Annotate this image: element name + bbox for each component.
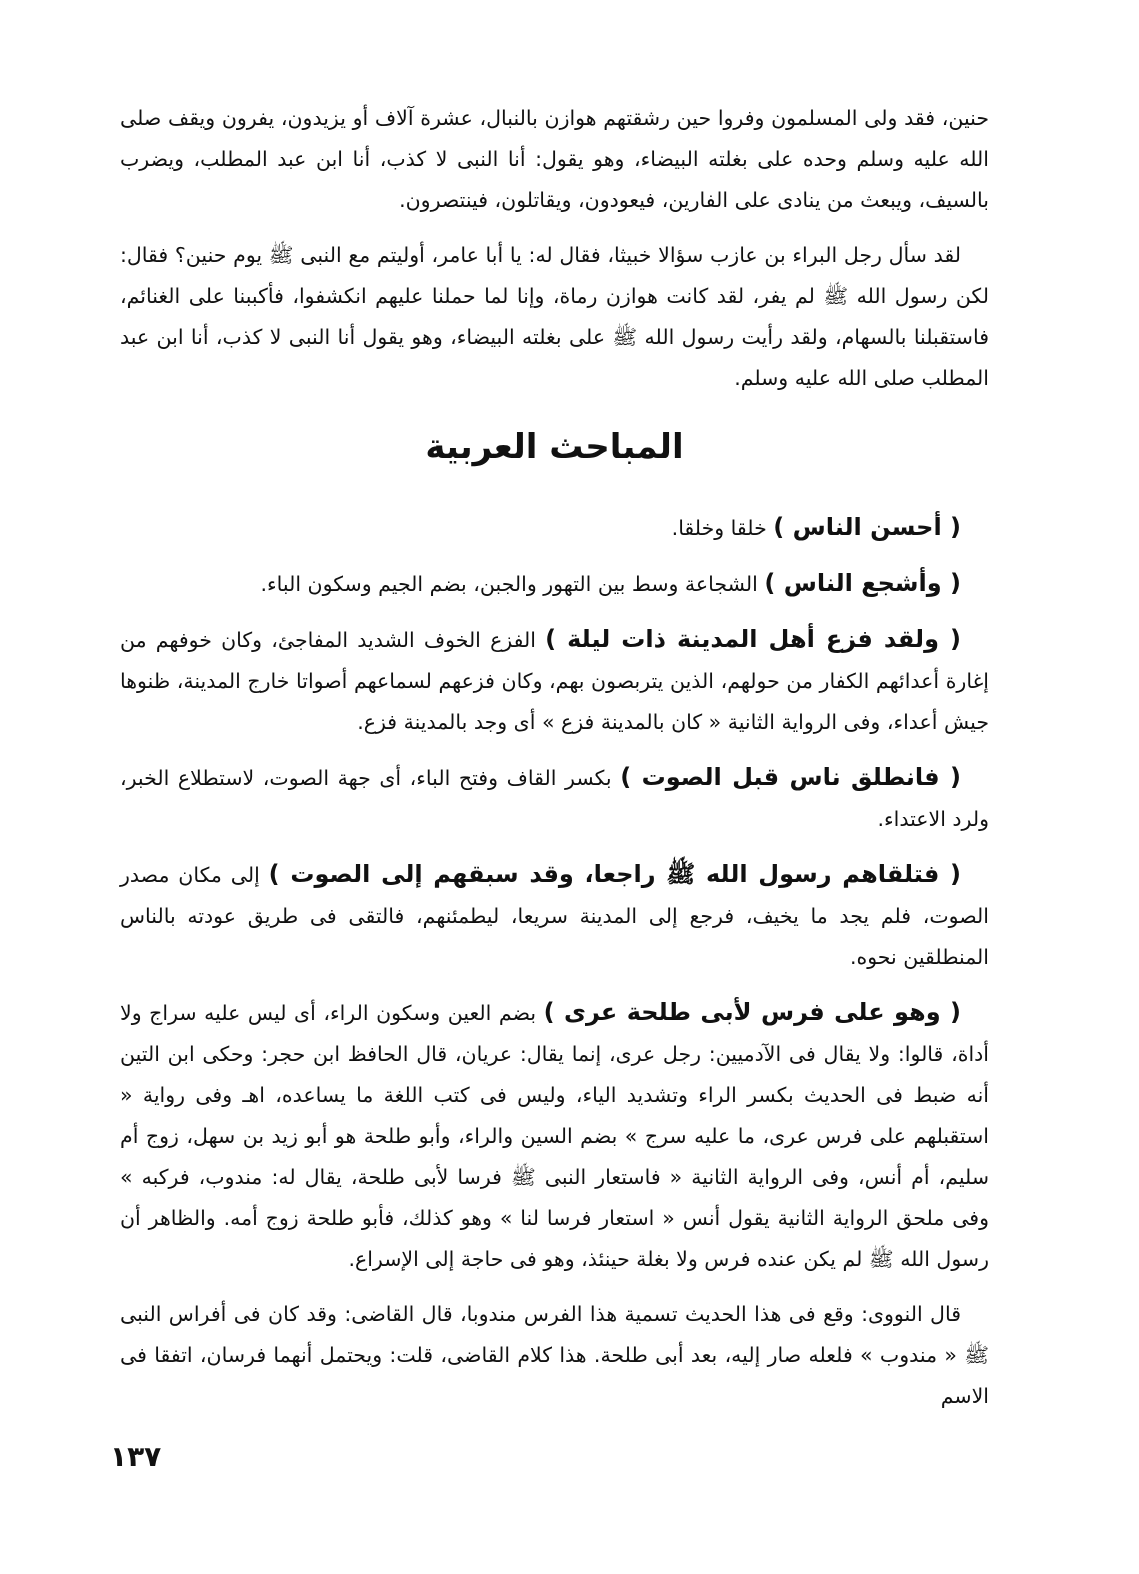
entry-4	[120, 757, 989, 840]
entry-3	[120, 619, 989, 743]
closing-paragraph: قال النووى: وقع فى هذا الحديث تسمية هذا الفرس مندوبا، قال القاضى: وقد كان فى أفراس النبى ﷺ « مندوب » فلعله صار إليه، بعد أبى طلحة. هذا كلام القاضى، قلت: ويحتمل أنهما فرسان، اتفقا فى الاسم	[120, 1302, 989, 1408]
intro-paragraph-2: لقد سأل رجل البراء بن عازب سؤالا خبيثا، فقال له: يا أبا عامر، أوليتم مع النبى ﷺ يوم حنين؟ فقال: لكن رسول الله ﷺ لم يفر، لقد كانت هوازن رماة، وإنا لما حملنا عليهم انكشفوا، فأكببنا على الغنائم، فاستقبلنا بالسهام، ولقد رأيت رسول الله ﷺ على بغلته البيضاء، وهو يقول أنا النبى لا كذب، أنا ابن عبد المطلب صلى الله عليه وسلم.	[120, 243, 989, 390]
entry-1	[120, 507, 989, 549]
entry-text: بضم العين وسكون الراء، أى ليس عليه سراج ولا أداة، قالوا: ولا يقال فى الآدميين: رجل عرى، إنما يقال: عريان، قال الحافظ ابن حجر: وحكى ابن التين أنه ضبط فى الحديث بكسر الراء وتشديد الياء، وليس فى كتب اللغة ما يساعده، اهـ وفى رواية « استقبلهم على فرس عرى، ما عليه سرج » بضم السين والراء، وأبو طلحة هو أبو زيد بن سهل، زوج أم سليم، أم أنس، وفى الرواية الثانية « فاستعار النبى ﷺ فرسا لأبى طلحة، يقال له: مندوب، فركبه » وفى ملحق الرواية الثانية يقول أنس « استعار فرسا لنا » وهو كذلك، فأبو طلحة زوج أمه. والظاهر أن رسول الله ﷺ لم يكن عنده فرس ولا بغلة حينئذ، وهو فى حاجة إلى الإسراع.	[120, 1001, 989, 1271]
entry-text: بكسر القاف وفتح الباء، أى جهة الصوت، لاستطلاع الخبر، ولرد الاعتداء.	[120, 766, 989, 831]
entry-text: الفزع الخوف الشديد المفاجئ، وكان خوفهم من إغارة أعدائهم الكفار من حولهم، الذين يتربصون بهم، وكان فزعهم لسماعهم أصواتا خارج المدينة، ظنوها جيش أعداء، وفى الرواية الثانية « كان بالمدينة فزع » أى وجد بالمدينة فزع.	[120, 628, 989, 734]
entry-2	[120, 563, 989, 605]
entry-lemma: ( وأشجع الناس )	[764, 569, 961, 597]
entry-text: إلى مكان مصدر الصوت، فلم يجد ما يخيف، فرجع إلى المدينة سريعا، ليطمئنهم، فالتقى فى طريق عودته بالناس المنطلقين نحوه.	[120, 863, 989, 969]
entry-text: خلقا وخلقا.	[671, 516, 774, 540]
entry-lemma: ( وهو على فرس لأبى طلحة عرى )	[543, 998, 961, 1026]
entry-lemma: ( ولقد فزع أهل المدينة ذات ليلة )	[545, 625, 961, 653]
entry-lemma: ( فتلقاهم رسول الله ﷺ راجعا، وقد سبقهم إلى الصوت )	[268, 860, 961, 888]
entry-lemma: ( أحسن الناس )	[773, 513, 961, 541]
entry-5	[120, 854, 989, 978]
section-heading: المباحث العربية	[425, 427, 684, 467]
page-number: ١٣٧	[110, 1440, 162, 1473]
entry-text: الشجاعة وسط بين التهور والجبن، بضم الجيم وسكون الباء.	[260, 572, 765, 596]
entry-lemma: ( فانطلق ناس قبل الصوت )	[620, 763, 962, 791]
intro-paragraph-1: حنين، فقد ولى المسلمون وفروا حين رشقتهم هوازن بالنبال، عشرة آلاف أو يزيدون، يفرون ويقف صلى الله عليه وسلم وحده على بغلته البيضاء، وهو يقول: أنا النبى لا كذب، أنا ابن عبد المطلب، ويضرب بالسيف، ويبعث من ينادى على الفارين، فيعودون، ويقاتلون، فينتصرون.	[120, 106, 989, 212]
entry-6	[120, 992, 989, 1280]
